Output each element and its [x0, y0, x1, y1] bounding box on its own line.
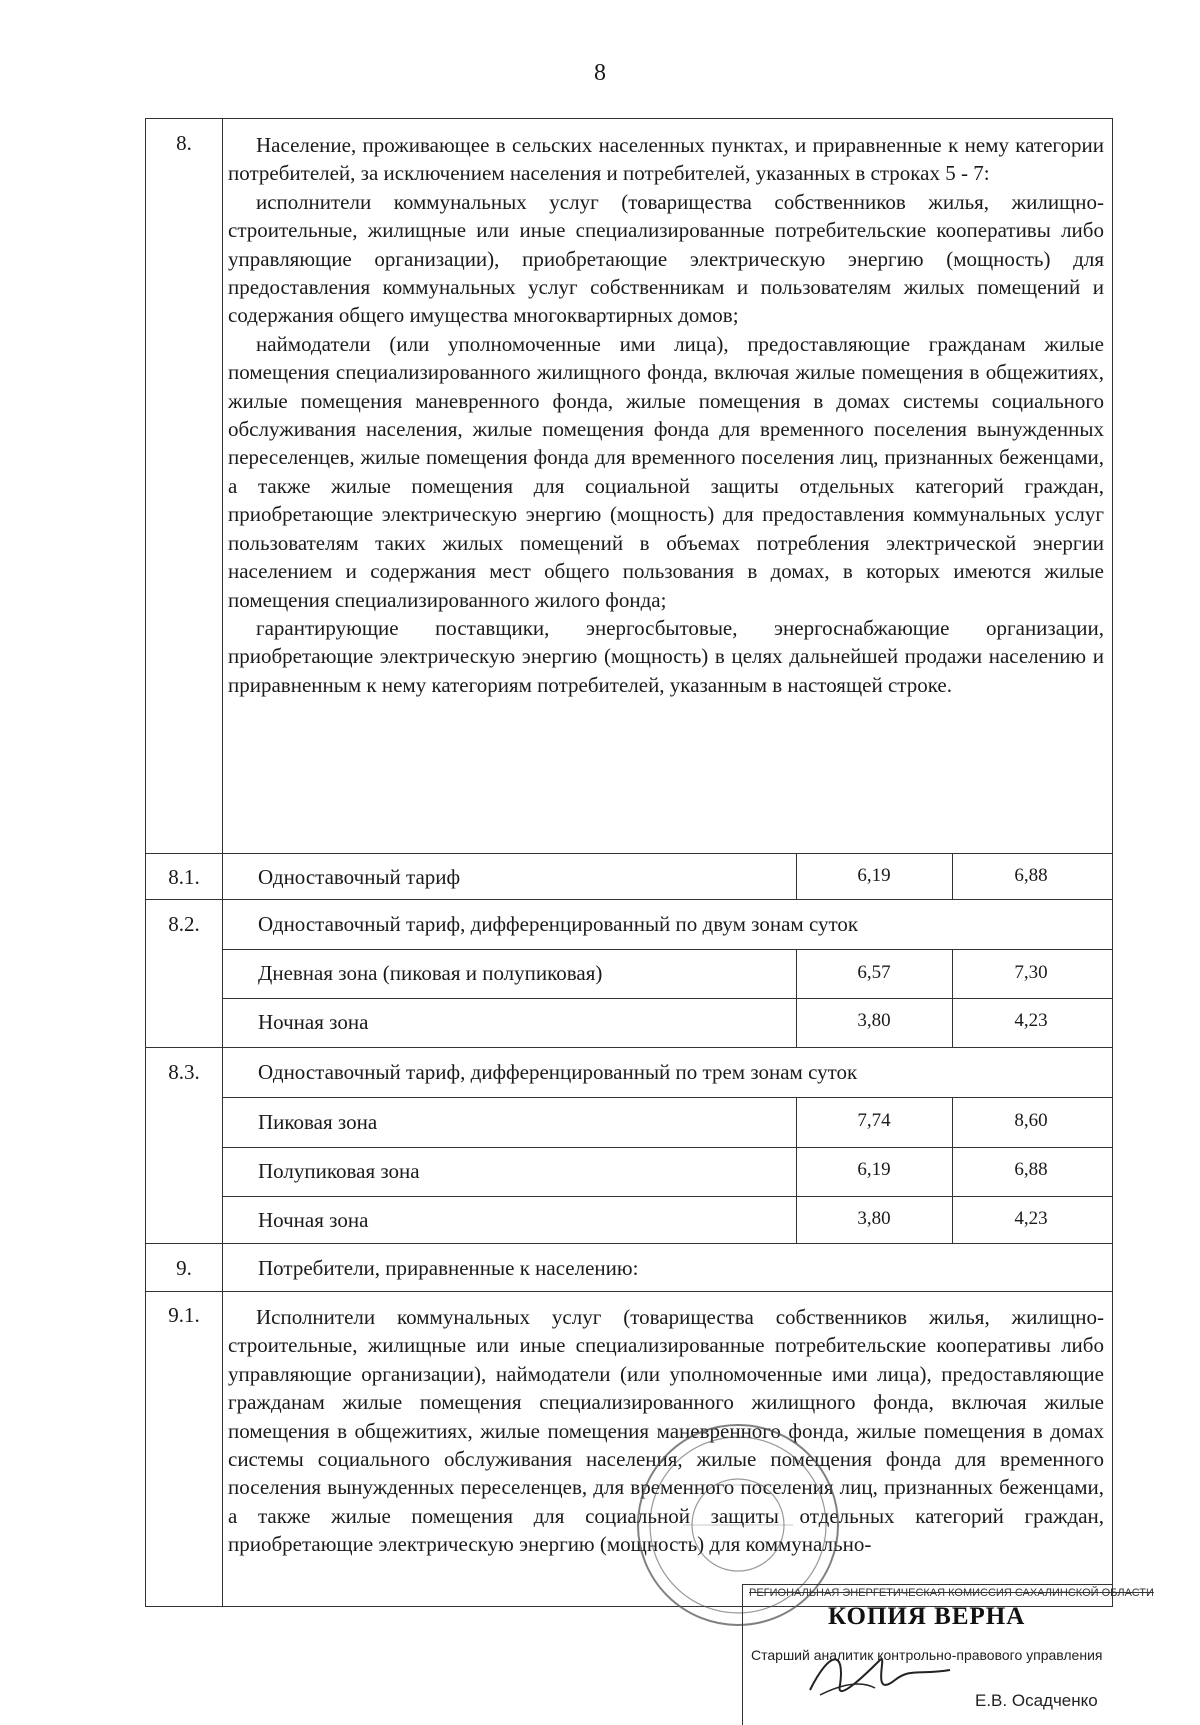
zone-label: Дневная зона (пиковая и полупиковая): [258, 961, 603, 985]
category-label: Потребители, приравненные к населению:: [258, 1256, 639, 1280]
row-number: 8.: [176, 131, 192, 155]
row-divider: [146, 1047, 1112, 1048]
tariff-label: Одноставочный тариф, дифференцированный по двум зонам суток: [258, 912, 859, 936]
row-divider: [222, 1196, 1112, 1197]
stamp-name: Е.В. Осадченко: [975, 1691, 1098, 1710]
paragraph: Исполнители коммунальных услуг (товарищества собственников жилья, жилищно-строительные, жилищные или иные специализированные потребительские кооперативы либо управляющие организации), наймодатели (или уполномоченные ими лица), предоставляющие гражданам жилые помещения специализированного жилищного фонда, включая жилые помещения в общежитиях, жилые помещения маневренного фонда, жилые помещения в домах системы социального обслуживания населения, жилые помещения фонда для временного поселения вынужденных переселенцев, для временного поселения лиц, признанных беженцами, а также жилые помещения для социальной защиты отдельных категорий граждан, приобретающие электрическую энергию (мощность) для коммунально-: [228, 1305, 1104, 1557]
tariff-value: 7,74: [857, 1110, 891, 1131]
zone-label: Пиковая зона: [258, 1110, 378, 1134]
column-divider-number: [222, 119, 223, 1606]
row-number: 8.3.: [168, 1060, 200, 1084]
row-divider: [222, 998, 1112, 999]
paragraph: Население, проживающее в сельских населенных пунктах, и приравненные к нему категории потребителей, за исключением населения и потребителей, указанных в строках 5 - 7:: [228, 133, 1104, 186]
tariff-value: 6,19: [857, 1159, 891, 1180]
row-number: 8.1.: [168, 865, 200, 889]
row-divider: [222, 1147, 1112, 1148]
row-divider: [146, 853, 1112, 854]
tariff-value: 4,23: [1014, 1010, 1048, 1031]
tariff-label: Одноставочный тариф: [258, 865, 461, 889]
row-divider: [222, 949, 1112, 950]
tariff-value: 8,60: [1014, 1110, 1048, 1131]
row-divider: [146, 1243, 1112, 1244]
row-8-description: [228, 131, 1104, 699]
tariff-label: Одноставочный тариф, дифференцированный по трем зонам суток: [258, 1060, 858, 1084]
row-number: 9.1.: [168, 1303, 200, 1327]
tariff-value: 4,23: [1014, 1208, 1048, 1229]
paragraph: наймодатели (или уполномоченные ими лица), предоставляющие гражданам жилые помещения специализированного жилищного фонда, включая жилые помещения в общежитиях, жилые помещения маневренного фонда, жилые помещения в домах системы социального обслуживания населения, жилые помещения фонда для временного поселения вынужденных переселенцев, жилые помещения фонда для временного поселения лиц, признанных беженцами, а также жилые помещения для социальной защиты отдельных категорий граждан, приобретающие электрическую энергию (мощность) для предоставления коммунальных услуг пользователям таких жилых помещений в объемах потребления электрической энергии населением и содержания мест общего пользования в домах, в которых имеются жилые помещения специализированного жилого фонда;: [228, 331, 1104, 612]
tariff-table: [145, 118, 1113, 1607]
row-number: 8.2.: [168, 912, 200, 936]
tariff-value: 6,57: [857, 962, 891, 983]
row-number: 9.: [176, 1256, 192, 1280]
page-number: 8: [594, 60, 606, 86]
signature-icon: [800, 1640, 960, 1710]
tariff-value: 3,80: [857, 1010, 891, 1031]
paragraph: исполнители коммунальных услуг (товарищества собственников жилья, жилищно-строительные, жилищные или иные специализированные потребительские кооперативы либо управляющие организации), приобретающие электрическую энергию (мощность) для предоставления коммунальных услуг собственникам и пользователям жилых помещений и содержания общего имущества многоквартирных домов;: [228, 189, 1104, 328]
tariff-value: 3,80: [857, 1208, 891, 1229]
zone-label: Ночная зона: [258, 1010, 369, 1034]
tariff-value: 6,88: [1014, 865, 1048, 886]
tariff-value: 6,88: [1014, 1159, 1048, 1180]
tariff-value: 7,30: [1014, 962, 1048, 983]
zone-label: Ночная зона: [258, 1208, 369, 1232]
stamp-title: КОПИЯ ВЕРНА: [828, 1603, 1026, 1630]
stamp-organization: РЕГИОНАЛЬНАЯ ЭНЕРГЕТИЧЕСКАЯ КОМИССИЯ САХАЛИНСКОЙ ОБЛАСТИ: [749, 1587, 1154, 1599]
row-divider: [146, 899, 1112, 900]
zone-label: Полупиковая зона: [258, 1159, 420, 1183]
row-divider: [222, 1097, 1112, 1098]
stamp-role: Старший аналитик контрольно-правового управления: [751, 1647, 1103, 1663]
row-divider: [146, 1291, 1112, 1292]
tariff-value: 6,19: [857, 865, 891, 886]
paragraph: гарантирующие поставщики, энергосбытовые, энергоснабжающие организации, приобретающие электрическую энергию (мощность) в целях дальнейшей продажи населению и приравненным к нему категориям потребителей, указанным в настоящей строке.: [228, 615, 1104, 697]
